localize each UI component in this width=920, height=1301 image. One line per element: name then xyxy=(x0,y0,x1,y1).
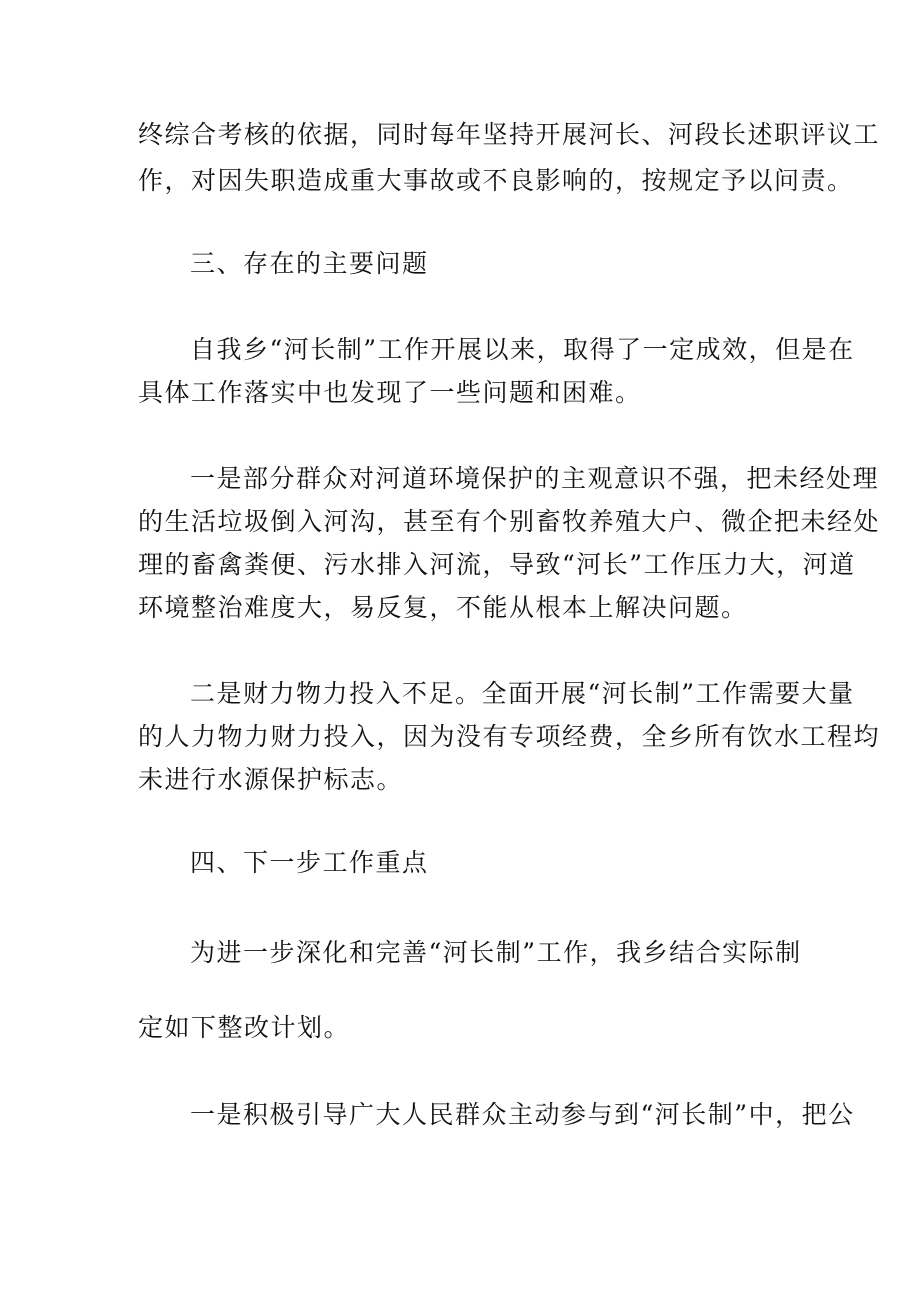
text-line: 终综合考核的依据，同时每年坚持开展河长、河段长述职评议工 xyxy=(138,120,881,149)
text-line: 一是部分群众对河道环境保护的主观意识不强，把未经处理 xyxy=(190,464,880,493)
text-line: 定如下整改计划。 xyxy=(138,1013,351,1042)
text-line: 未进行水源保护标志。 xyxy=(138,765,404,794)
text-line: 的生活垃圾倒入河沟，甚至有个别畜牧养殖大户、微企把未经处 xyxy=(138,507,881,536)
section-heading: 三、存在的主要问题 xyxy=(190,249,429,278)
text-line: 作，对因失职造成重大事故或不良影响的，按规定予以问责。 xyxy=(138,166,854,195)
text-line: 二是财力物力投入不足。全面开展“河长制”工作需要大量 xyxy=(190,679,855,708)
text-line: 环境整治难度大，易反复，不能从根本上解决问题。 xyxy=(138,593,748,622)
text-line: 具体工作落实中也发现了一些问题和困难。 xyxy=(138,378,642,407)
text-line: 自我乡“河长制”工作开展以来，取得了一定成效，但是在 xyxy=(190,335,855,364)
text-line: 一是积极引导广大人民群众主动参与到“河长制”中，把公 xyxy=(190,1100,855,1129)
text-line: 理的畜禽粪便、污水排入河流，导致“河长”工作压力大，河道 xyxy=(138,550,856,579)
text-line: 为进一步深化和完善“河长制”工作，我乡结合实际制 xyxy=(190,938,802,967)
section-heading: 四、下一步工作重点 xyxy=(190,848,429,877)
text-line: 的人力物力财力投入，因为没有专项经费，全乡所有饮水工程均 xyxy=(138,722,881,751)
